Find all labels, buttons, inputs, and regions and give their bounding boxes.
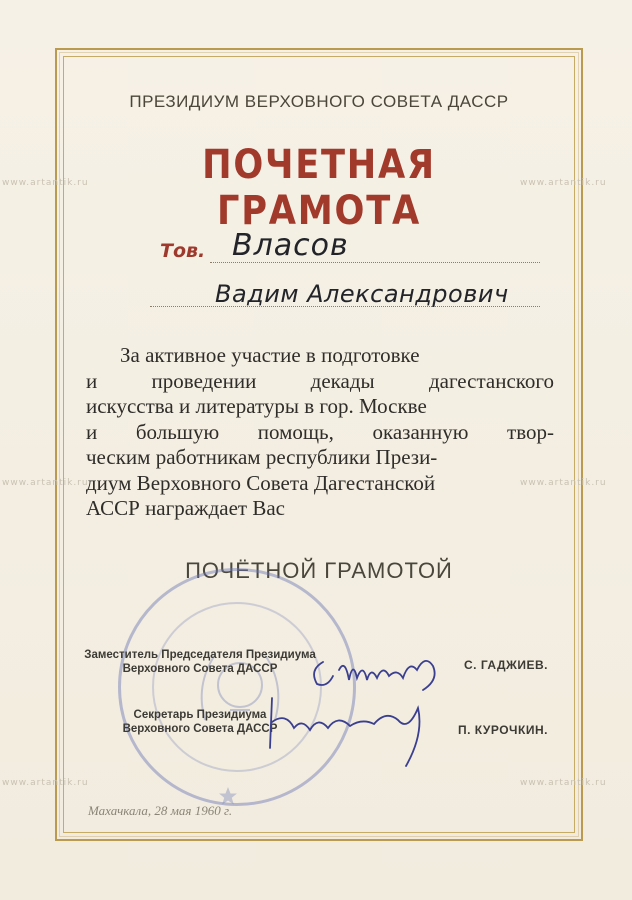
- recipient-name: Вадим Александрович: [215, 280, 509, 308]
- signatory-1-title-line: Верховного Совета ДАССР: [122, 663, 278, 675]
- watermark: www.artantik.ru: [2, 778, 89, 788]
- body-line: и большую помощь, оказанную твор-: [86, 419, 554, 444]
- signatory-2-title-line: Секретарь Президиума: [133, 709, 267, 721]
- watermark: www.artantik.ru: [2, 478, 89, 488]
- watermark: www.artantik.ru: [520, 478, 607, 488]
- body-line: и проведении декады дагестанского: [86, 368, 554, 393]
- recipient-surname: Власов: [232, 228, 349, 263]
- body-line: АССР награждает Вас: [86, 496, 285, 520]
- signatory-1-name: С. ГАДЖИЕВ.: [464, 658, 549, 672]
- award-reason-text: [86, 343, 554, 522]
- body-line: диум Верховного Совета Дагестанской: [86, 470, 436, 495]
- signatory-1-title-line: Заместитель Председателя Президиума: [84, 649, 316, 661]
- body-line: ческим работникам республики Прези-: [86, 445, 438, 469]
- issuer-header: ПРЕЗИДИУМ ВЕРХОВНОГО СОВЕТА ДАССР: [129, 92, 509, 111]
- watermark: www.artantik.ru: [520, 178, 607, 188]
- recipient-prefix: Тов.: [160, 240, 206, 262]
- signatory-2-name: П. КУРОЧКИН.: [458, 723, 548, 737]
- signatory-2-title-line: Верховного Совета ДАССР: [122, 723, 278, 735]
- body-line: искусства и литературы в гор. Москве: [86, 394, 427, 418]
- place-and-date: Махачкала, 28 мая 1960 г.: [88, 803, 233, 818]
- award-phrase: ПОЧЁТНОЙ ГРАМОТОЙ: [185, 558, 453, 583]
- signature-kurochkin: [258, 688, 438, 768]
- watermark: www.artantik.ru: [2, 178, 89, 188]
- body-line: За активное участие в подготовке: [120, 343, 420, 367]
- signatory-1-title: [75, 648, 325, 676]
- certificate-title: ПОЧЕТНАЯ ГРАМОТА: [202, 142, 436, 234]
- watermark: www.artantik.ru: [520, 778, 607, 788]
